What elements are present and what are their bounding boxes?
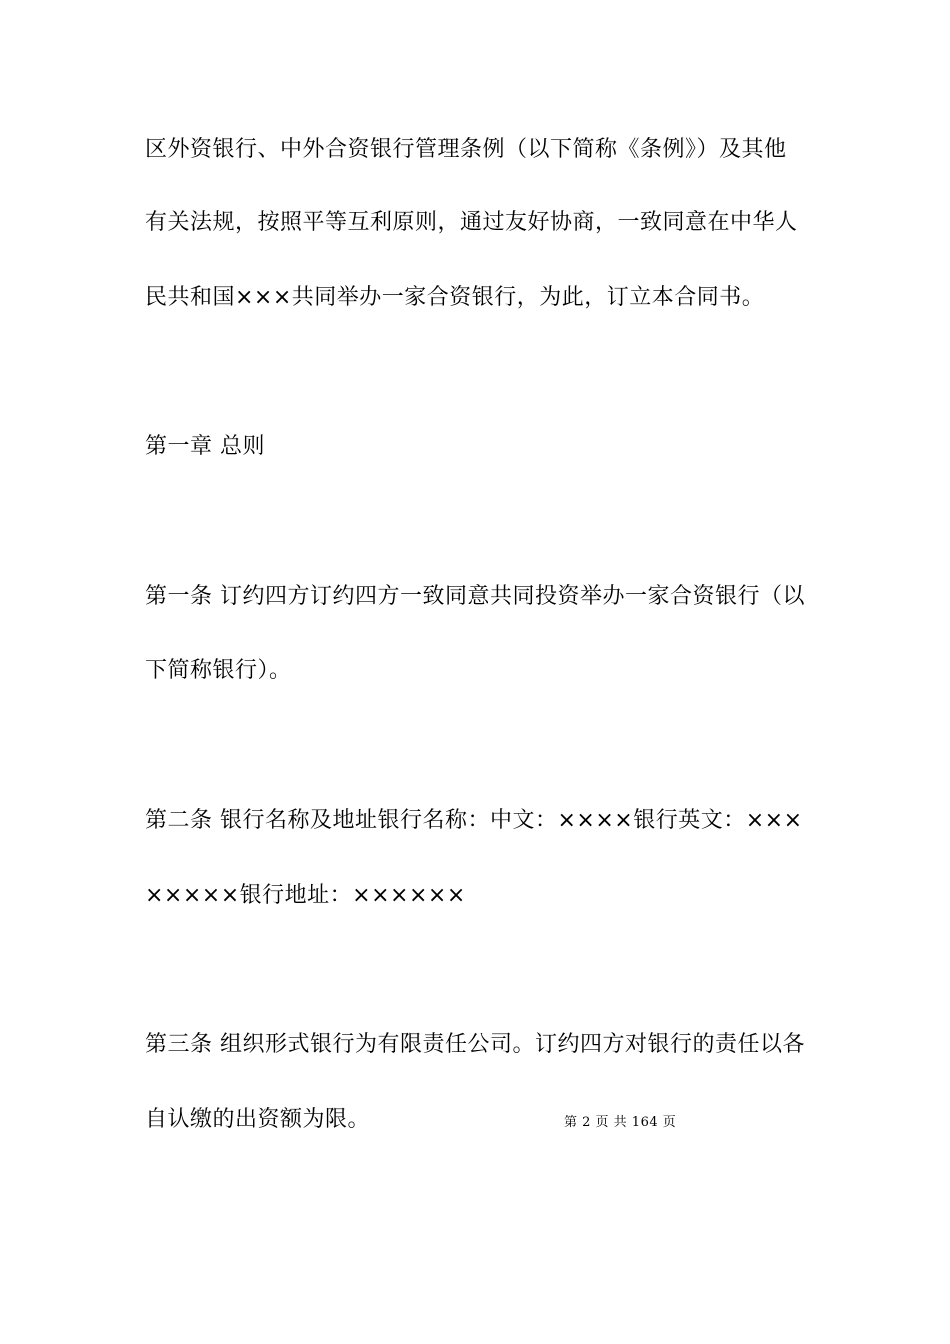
article-line: 第一条 订约四方订约四方一致同意共同投资举办一家合资银行（以 (145, 584, 805, 609)
article-line: 下简称银行）。 (145, 658, 292, 683)
paragraph-line: 有关法规，按照平等互利原则，通过友好协商，一致同意在中华人 (145, 210, 798, 235)
page-number: 第 2 页 共 164 页 (564, 1115, 677, 1130)
article-line: ×××××银行地址：×××××× (145, 883, 466, 908)
chapter-heading: 第一章 总则 (145, 434, 265, 459)
article-line: 第二条 银行名称及地址银行名称：中文：××××银行英文：××× (145, 808, 803, 833)
paragraph-line: 民共和国×××共同举办一家合资银行，为此，订立本合同书。 (145, 285, 765, 310)
paragraph-line: 区外资银行、中外合资银行管理条例（以下简称《条例》）及其他 (145, 137, 787, 162)
article-line: 自认缴的出资额为限。 (145, 1107, 371, 1132)
article-line: 第三条 组织形式银行为有限责任公司。订约四方对银行的责任以各 (145, 1032, 805, 1057)
